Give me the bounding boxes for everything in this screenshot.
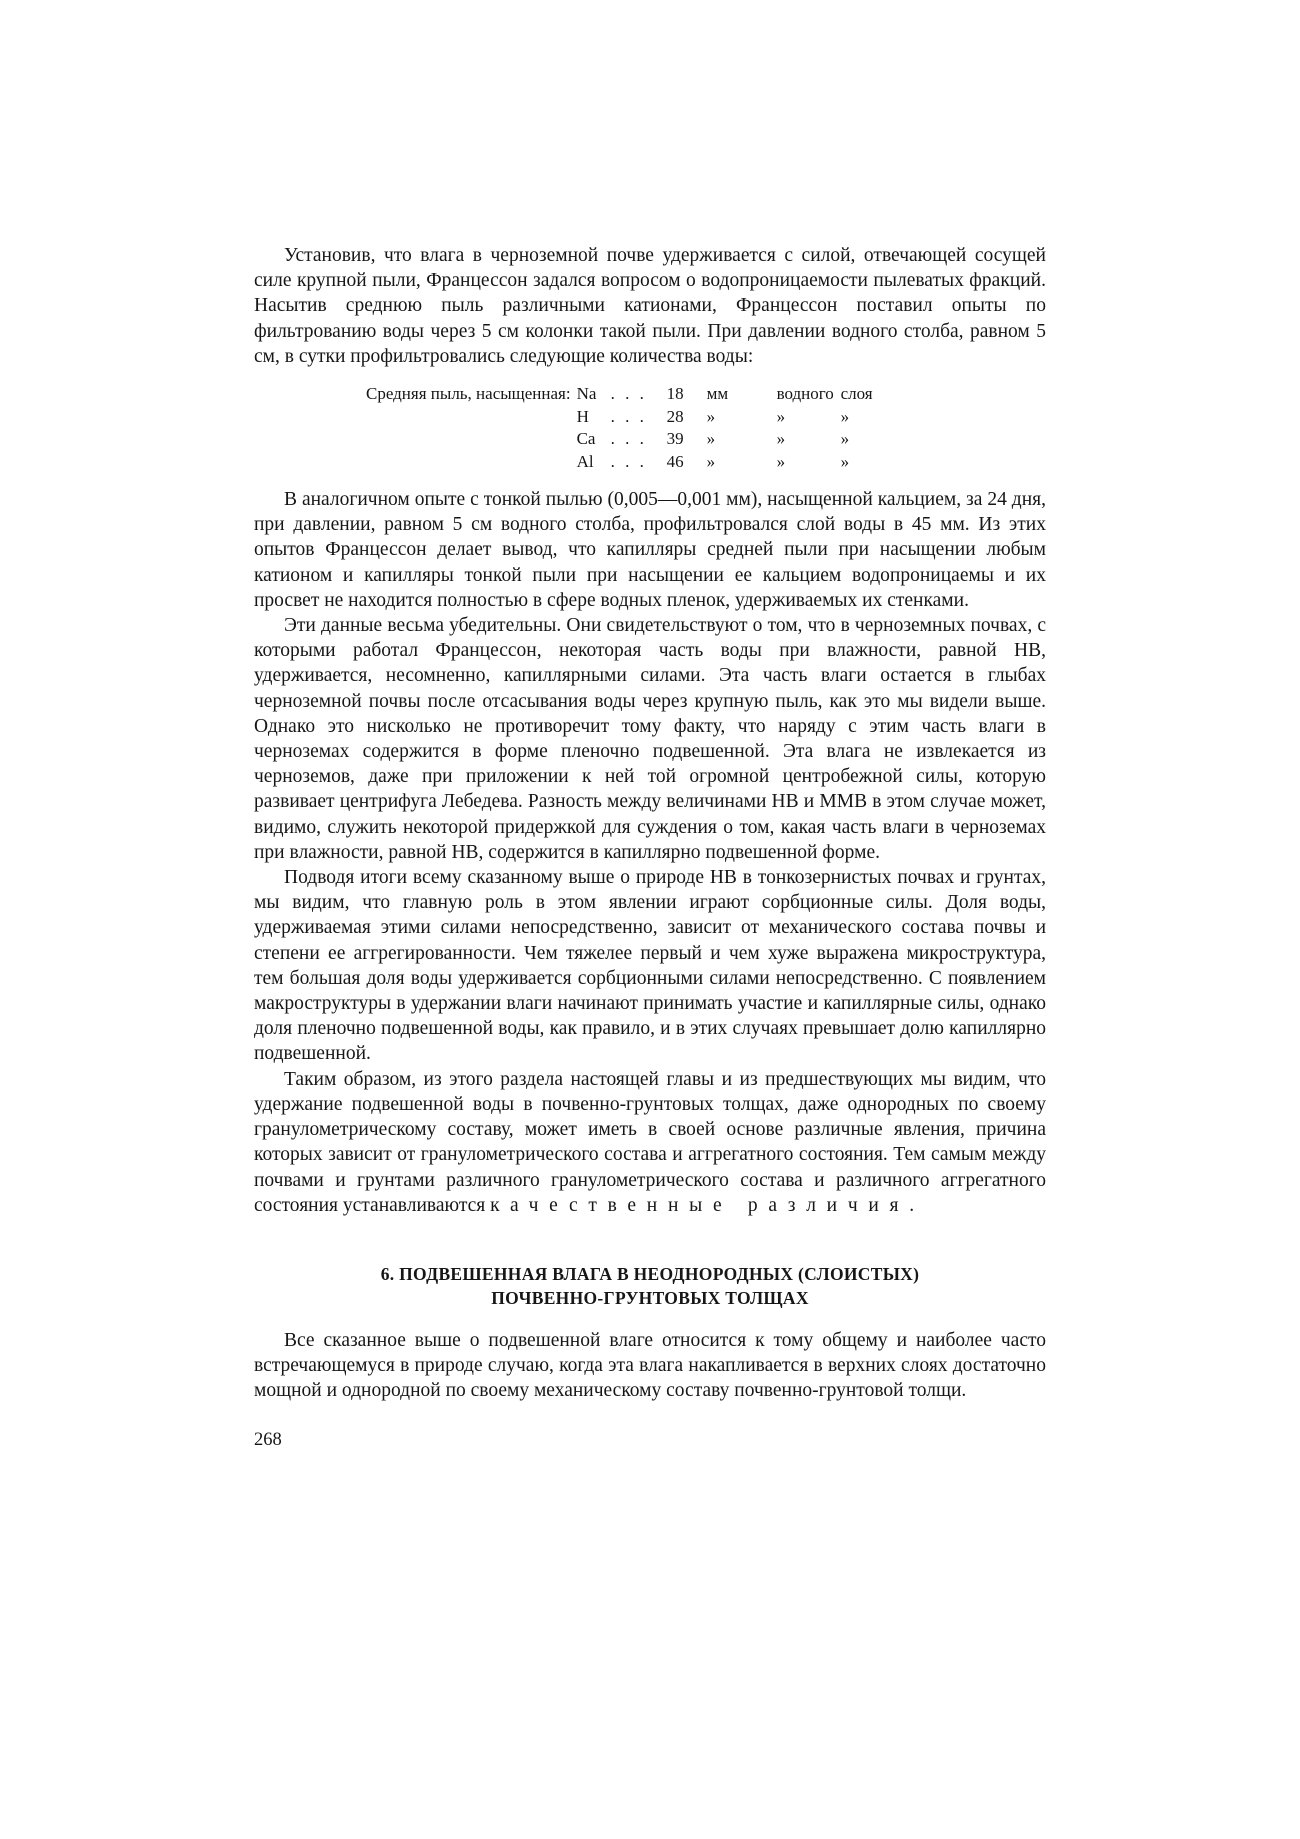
section-heading-line2: ПОЧВЕННО-ГРУНТОВЫХ ТОЛЩАХ	[491, 1287, 809, 1308]
table-ditto: »	[776, 451, 786, 471]
filtration-table-grid	[366, 383, 873, 473]
table-unit: водного	[776, 384, 834, 404]
table-ditto: »	[840, 406, 850, 426]
table-leader-dots: . . .	[610, 384, 647, 404]
table-value: 39	[666, 429, 684, 449]
table-ion: Ca	[576, 429, 596, 449]
table-ditto: »	[840, 451, 850, 471]
table-ditto: »	[706, 451, 716, 471]
table-value: 46	[666, 451, 684, 471]
table-ditto: »	[776, 406, 786, 426]
table-value: 18	[666, 384, 684, 404]
table-leader-dots: . . .	[610, 429, 647, 449]
paragraph-summary-hv: Подводя итоги всему сказанному выше о природе НВ в тонкозернистых почвах и грунтах, мы видим, что главную роль в этом явлении играют сорбционные силы. Доля воды, удерживаемая этими силами непосредственно, зависит от механического состава почвы и степени ее аггрегированности. Чем тяжелее первый и чем хуже выражена микроструктура, тем большая доля воды удерживается сорбционными силами непосредственно. С появлением макроструктуры в удержании влаги начинают принимать участие и капиллярные силы, однако доля пленочно подвешенной воды, как правило, и в этих случаях превышает долю капиллярно подвешенной.	[254, 867, 1046, 1065]
spaced-emphasis: качественные различия.	[490, 1194, 925, 1216]
table-unit: слоя	[840, 384, 873, 404]
table-lead-label: Средняя пыль, насыщенная:	[366, 384, 571, 404]
table-unit: мм	[706, 384, 729, 404]
table-row	[366, 451, 873, 474]
paragraph-fine-dust-experiment: В аналогичном опыте с тонкой пылью (0,005—0,001 мм), насыщенной кальцием, за 24 дня, при давлении, равном 5 см водного столба, профильтровался слой воды в 45 мм. Из этих опытов Францессон делает вывод, что капилляры средней пыли при насыщении любым катионом и капилляры тонкой пыли при насыщении ее кальцием водопроницаемы и их просвет не находится полностью в сфере водных пленок, удерживаемых их стенками.	[254, 489, 1046, 611]
table-leader-dots: . . .	[610, 406, 647, 426]
table-ditto: »	[776, 429, 786, 449]
table-ion: Al	[576, 451, 594, 471]
page-number: 268	[254, 1429, 282, 1450]
table-value: 28	[666, 406, 684, 426]
filtration-table	[254, 383, 1046, 473]
table-row	[366, 383, 873, 406]
paragraph-data-convincing: Эти данные весьма убедительны. Они свидетельствуют о том, что в черноземных почвах, с которыми работал Францессон, некоторая часть воды при влажности, равной НВ, удерживается, несомненно, капиллярными силами. Эта часть влаги остается в глыбах черноземной почвы после отсасывания воды через крупную пыль, как это мы видели выше. Однако это нисколько не противоречит тому факту, что наряду с этим часть влаги в черноземах содержится в форме пленочно подвешенной. Эта влага не извлекается из черноземов, даже при приложении к ней той огромной центробежной силы, которую развивает центрифуга Лебедева. Разность между величинами НВ и ММВ в этом случае может, видимо, служить некоторой придержкой для суждения о том, какая часть влаги в черноземах при влажности, равной НВ, содержится в капиллярно подвешенной форме.	[254, 615, 1046, 863]
table-ditto: »	[706, 406, 716, 426]
paragraph-frantsesson-intro: Установив, что влага в черноземной почве удерживается с силой, отвечающей сосущей силе крупной пыли, Францессон задался вопросом о водопроницаемости пылеватых фракций. Насытив среднюю пыль различными катионами, Францессон поставил опыты по фильтрованию воды через 5 см колонки такой пыли. При давлении водного столба, равном 5 см, в сутки профильтровались следующие количества воды:	[254, 245, 1046, 367]
table-ion: Na	[576, 384, 597, 404]
table-ion: H	[576, 406, 589, 426]
table-row	[366, 428, 873, 451]
table-row	[366, 406, 873, 429]
book-page	[254, 243, 1046, 1452]
section-heading	[254, 1262, 1046, 1310]
table-leader-dots: . . .	[610, 451, 647, 471]
conclusion-text: Таким образом, из этого раздела настоящей главы и из предшествующих мы видим, что удержание подвешенной воды в почвенно-грунтовых толщах, даже однородных по своему гранулометрическому составу, может иметь в своей основе различные явления, причина которых зависит от гранулометрического состава и аггрегатного состояния. Тем самым между почвами и грунтами различного гранулометрического состава и различного аггрегатного состояния устанавливаются	[254, 1068, 1046, 1216]
paragraph-conclusion	[254, 1067, 1046, 1218]
section-heading-line1: 6. ПОДВЕШЕННАЯ ВЛАГА В НЕОДНОРОДНЫХ (СЛОИСТЫХ)	[380, 1263, 920, 1284]
paragraph-section-6-intro: Все сказанное выше о подвешенной влаге относится к тому общему и наиболее часто встречающемуся в природе случаю, когда эта влага накапливается в верхних слоях достаточно мощной и однородной по своему механическому составу почвенно-грунтовой толщи.	[254, 1329, 1046, 1402]
table-ditto: »	[706, 429, 716, 449]
table-ditto: »	[840, 429, 850, 449]
